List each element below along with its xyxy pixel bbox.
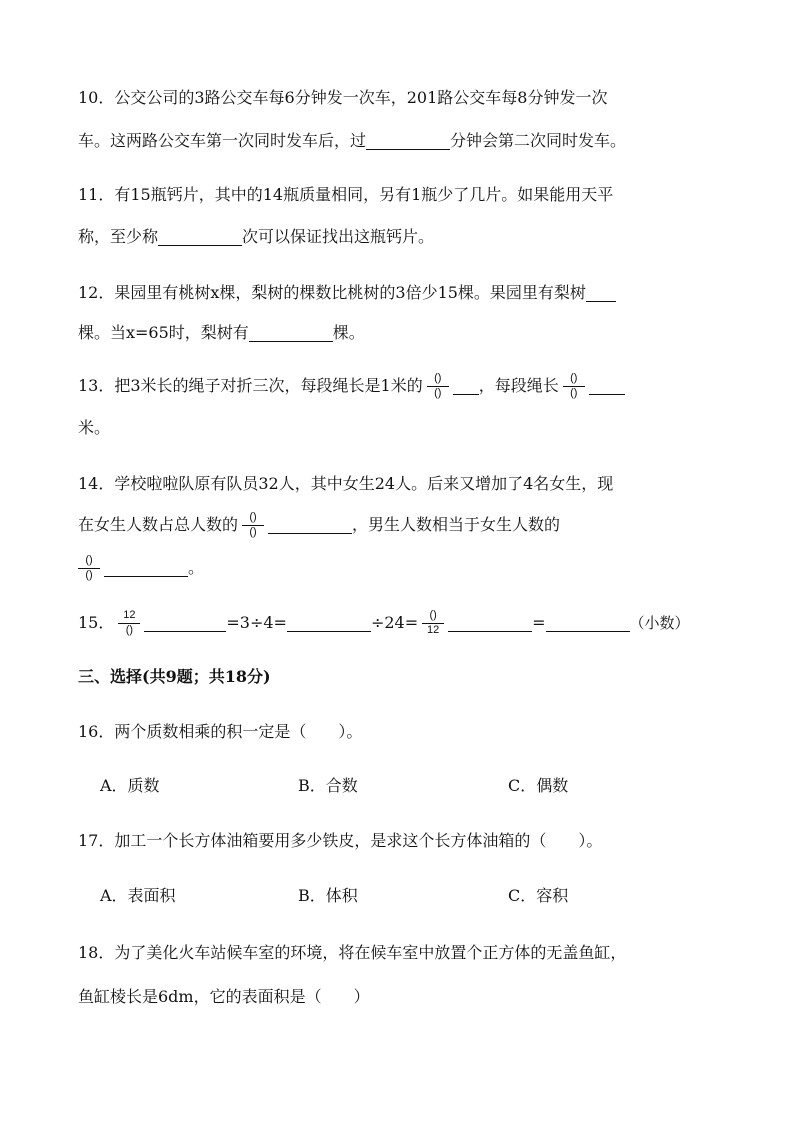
- answer-blank[interactable]: [104, 560, 188, 577]
- q12-line-1: 12．果园里有桃树x棵，梨树的棵数比桃树的3倍少15棵。果园里有梨树: [78, 281, 616, 305]
- q17-option-b[interactable]: B．体积: [298, 886, 358, 905]
- q13-line-2: 米。: [78, 418, 111, 437]
- q10-line-2: 车。这两路公交车第一次同时发车后，过 分钟会第二次同时发车。: [78, 131, 627, 150]
- q16-option-a[interactable]: A．质数: [100, 776, 160, 795]
- answer-blank[interactable]: [586, 285, 616, 302]
- q14-line-3: $\frac{()}{()}$ 。: [78, 556, 204, 580]
- q16-stem: 16．两个质数相乘的积一定是（ ）。: [78, 722, 363, 741]
- q17-option-a[interactable]: A．表面积: [100, 886, 176, 905]
- answer-blank[interactable]: [249, 325, 333, 342]
- q14-line-2: 在女生人数占总人数的 $\frac{()}{()}$ ，男生人数相当于女生人数的: [78, 511, 561, 538]
- answer-blank[interactable]: [366, 133, 450, 150]
- answer-blank[interactable]: [287, 615, 371, 632]
- q10-line-1: 10．公交公司的3路公交车每6分钟发一次车，201路公交车每8分钟发一次: [78, 88, 608, 107]
- q15-line: 15． $\frac{12}{()}$ =3÷4= ÷24= $\frac{()}{12}$ = （小数）: [78, 609, 690, 636]
- q17-stem: 17．加工一个长方体油箱要用多少铁皮，是求这个长方体油箱的（ ）。: [78, 831, 603, 850]
- answer-blank[interactable]: [589, 378, 625, 395]
- fraction: $\frac{()}{12}$: [422, 610, 444, 636]
- q11-line-2: 称，至少称 次可以保证找出这瓶钙片。: [78, 227, 435, 246]
- q13-line-1: 13．把3米长的绳子对折三次，每段绳长是1米的 $\frac{()}{()}$ ，每段绳长 $\frac{()}{()}$: [78, 374, 625, 398]
- q16-option-c[interactable]: C．偶数: [508, 776, 569, 795]
- fraction: $\frac{()}{()}$: [78, 555, 100, 581]
- fraction: $\frac{12}{()}$: [118, 610, 140, 636]
- fraction: $\frac{()}{()}$: [242, 512, 264, 538]
- section-title: 三、选择(共9题；共18分): [78, 667, 271, 686]
- q18-line-1: 18．为了美化火车站候车室的环境，将在候车室中放置个正方体的无盖鱼缸，: [78, 943, 627, 962]
- q18-line-2: 鱼缸棱长是6dm，它的表面积是（ ）: [78, 987, 370, 1006]
- fraction: $\frac{()}{()}$: [427, 373, 449, 399]
- answer-blank[interactable]: [448, 615, 532, 632]
- answer-blank[interactable]: [158, 229, 242, 246]
- q16-option-b[interactable]: B．合数: [298, 776, 358, 795]
- q11-line-1: 11．有15瓶钙片，其中的14瓶质量相同，另有1瓶少了几片。如果能用天平: [78, 185, 614, 204]
- q17-option-c[interactable]: C．容积: [508, 886, 569, 905]
- q12-line-2: 棵。当x=65时，梨树有 棵。: [78, 323, 365, 342]
- fraction: $\frac{()}{()}$: [563, 373, 585, 399]
- answer-blank[interactable]: [453, 378, 479, 395]
- answer-blank[interactable]: [144, 615, 226, 632]
- answer-blank[interactable]: [546, 615, 630, 632]
- answer-blank[interactable]: [268, 517, 352, 534]
- q14-line-1: 14．学校啦啦队原有队员32人，其中女生24人。后来又增加了4名女生，现: [78, 474, 614, 493]
